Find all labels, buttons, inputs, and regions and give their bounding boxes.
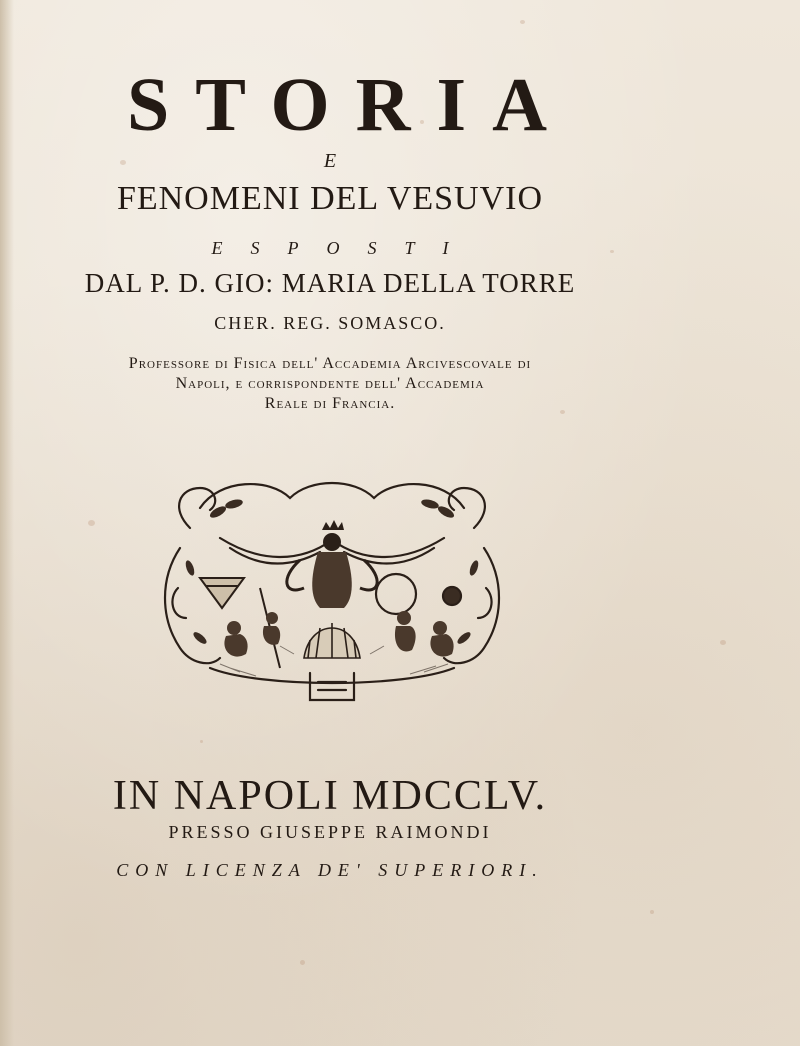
book-title: STORIA xyxy=(126,63,574,147)
credentials-line: Professore di Fisica dell' Accademia Arcivescovale di xyxy=(128,355,532,372)
printer-line: PRESSO GIUSEPPE RAIMONDI xyxy=(168,822,492,842)
author-line: DAL P. D. GIO: MARIA DELLA TORRE xyxy=(84,268,576,298)
credentials-line: Reale di Francia. xyxy=(264,395,396,412)
esposti-line: ESPOSTI xyxy=(211,238,477,258)
credentials-line: Napoli, e corrispondente dell' Accademia xyxy=(175,375,485,392)
book-subtitle: FENOMENI DEL VESUVIO xyxy=(116,180,544,217)
title-conjunction: E xyxy=(323,150,337,172)
religious-order-line: CHER. REG. SOMASCO. xyxy=(214,313,446,333)
author-credentials xyxy=(60,354,600,414)
imprint-line: IN NAPOLI MDCCLV. xyxy=(112,773,548,819)
license-line: CON LICENZA DE' SUPERIORI. xyxy=(116,860,544,880)
allegorical-vignette-icon xyxy=(160,468,504,712)
